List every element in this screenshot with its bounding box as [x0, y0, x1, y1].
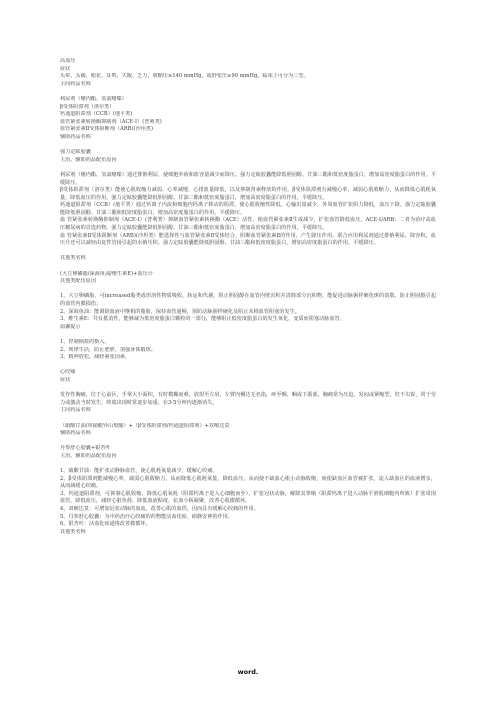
- mechanism-item: 2、β受体阻滞剂能减慢心率，减弱心肌收缩力，从而降低心肌耗氧量，降低血压，从而使不缺血心肌小动脉收缩，而使缺血区血管被扩张，流入缺血区的血液增多，从而减缓心绞痛。: [60, 475, 436, 490]
- aux-drug: 丹参舒心胶囊+银杏叶: [60, 445, 111, 452]
- drug-combination: （硝酸甘油/单硝酸异山梨酯）+（β受体阻滞剂/钙通道阻滞剂）+双嘧达莫: [60, 422, 230, 429]
- drug-item: 钙通道阻滞剂（CCB）(地平类): [60, 111, 133, 118]
- mechanism-item: 1、硝酸甘油：能扩张动静脉血管，使心肌耗氧量减少，缓解心绞痛。: [60, 468, 218, 475]
- drug-item: 血管紧张素转换酶抑制剂（ACE-I）(普利类): [60, 118, 162, 125]
- reason-item: 2、深海鱼油：能调降血液中继相的脂肪，保持血管通畅，预防动脉粥样硬化及阻止末梢血管阻塞的发生。: [60, 308, 300, 315]
- drug-label: 主问药品名称: [60, 407, 91, 414]
- mechanism-paragraph: 利尿剂（噻内酯、氢氯噻嗪）通过排钠利尿，使细胞外液和血容量减少而降压。强力定眩胶囊能降低胆固醇、甘油三酯和低密度脂蛋白，增加高密度脂蛋白的作用。平缓降压。: [60, 171, 436, 186]
- drug-item: β受体阻滞剂（洛尔类）: [60, 103, 115, 110]
- mechanism-paragraph: 血 管紧张素Ⅱ受体阻断剂（ARB)(沙坦类）能选择性与血管紧张素Ⅱ受体结合，阻断血管紧张素Ⅱ的作用，产生降压作用。联合应用利尿剂通过排钠利尿，降容积，血压升还可以减轻由复性管扬引起的水钠压积。强力定眩胶囊能降低胆固醇、甘油三酯和低密度脂蛋白，增加高密度脂蛋白的作用，平缓降压。: [60, 232, 436, 247]
- mechanism-label: 主治、辅助药品配伍原因: [60, 452, 117, 459]
- reason-item: 1、大豆卵磷脂，可increased脂类成形溶性物质吸收，转运和代谢，阻止胆固醇在血管内壁沉积并清除部分沉积物，能促进动脉粥样硬化斑的消散，防止胆固醇引起的血管内膜损伤；: [60, 293, 436, 307]
- mechanism-item: 4、双嘧达莫：可增加冠状动脉的血流，改善心肌的血供，因而具有缓解心绞痛的作用。: [60, 506, 259, 513]
- mechanism-paragraph: 血 管紧张素转换酶抑制剂（ACE-I）(普利类）抑制血管紧张素转换酶（ACE）活性，使血管紧张素Ⅱ生成减少，扩张血管降低血压。ACE-I/ARB：二者为治疗高血压糖尿病的首选药物。强力定眩胶囊能降低胆固醇、甘油三酯和低密度脂蛋白，增加高密度脂蛋白的作用，平缓降压。: [60, 217, 436, 232]
- other-category-label: 其他类名称: [60, 528, 86, 535]
- reason-item: 3、维生素E：共有抵消性，能够减为低密度脂蛋白颗粒的一部分，能够阻止低密度脂蛋白的发生氧化，变质而阻塞动脉血管。: [60, 316, 345, 323]
- document-body: [60, 58, 436, 536]
- mechanism-paragraph: 钙通道阻滞剂（CCB）(地平类）通过钙离子内流和细胞内钙离子移动的阻滞，使心肌收缩性降低，心输出量减少，外周血管扩张阻力降低，血压下降。强力定眩胶囊能降低胆固醇、甘油三酯和低密度脂蛋白，增加高密度脂蛋白的作用，平缓降压。: [60, 202, 436, 216]
- symptom-text: 头晕、头痛、眼花、耳鸣、失眠、乏力。收缩压≥140 mmHg，或舒张压≥90 mmHg。临床上可分为三型。: [60, 73, 309, 80]
- other-category-title: 其他类名称: [60, 255, 86, 262]
- mechanism-paragraph: β受体阻滞剂（洛尔类）能使心肌收缩力减弱、心率减慢，心排血量降低，以及抑制肾素释放的作用。β受体阻滞剂有减慢心率、减弱心肌收缩力、从而降低心肌耗氧量、降低血压的作用。强力定眩胶囊能降低胆固醇、甘油三酯和低密度脂蛋白，增加高密度脂蛋白的作用，平缓降压。: [60, 187, 436, 201]
- aux-drug-label: 辅助药品名称: [60, 430, 91, 437]
- section-title-hypertension: 高血压: [60, 58, 76, 64]
- symptom-label: 症状: [60, 65, 71, 72]
- symptom-text: 发作性胸痛，位于心前区，手掌大小面积，有时模糊而难，放射至左肩、左臂内侧达无名指，疼至咽、咽或下颌部。胸痛常为压迫、发闷或紧缩型，但不尖锐，常于劳力或激动当时发生，终端出现时常逐步加重，在3-5分钟内逐渐消失。: [60, 392, 436, 406]
- drug-item: 血管紧张素Ⅱ受体阻断剂（ARB)(沙坦类): [60, 126, 154, 133]
- other-items-line: (大豆卵磷脂/深海鱼油/维生素E)+血压计: [60, 270, 153, 277]
- other-reason-label: 其他类配伍原因: [60, 278, 97, 285]
- mechanism-item: 3、钙通道阻滞剂，可抑制心肌收缩，降低心肌氧耗（阻滞钙离子进入心细胞而至），扩张冠状动脉，解除其挛缩（阻滞钙离子进入动脉平滑肌细胞内所致）扩张周围血管，降低血压，减轻心脏负荷，降低血液粘度，抗血小板凝聚，改善心肌微循环。: [60, 490, 436, 505]
- symptom-label: 症状: [60, 376, 71, 383]
- aux-drug-label: 辅助药品名称: [60, 133, 91, 140]
- page-footer: word.: [237, 668, 259, 676]
- mechanism-item: 6、银杏叶：活血化瘀通络改善微循环。: [60, 521, 151, 528]
- section-title-angina: 心绞痛: [60, 369, 76, 376]
- drug-item: 利尿剂（噻内酯、氢氯噻嗪）: [60, 95, 127, 102]
- tips-label: 温馨提示: [60, 323, 81, 330]
- mechanism-label: 主治、辅助药品配伍原因: [60, 156, 117, 163]
- aux-drug: 强力定眩胶囊: [60, 149, 91, 156]
- drug-list: [60, 96, 436, 142]
- tip-item: 3、精神放松，减轻紧张因素。: [60, 354, 131, 361]
- drug-label: 主问药品名称: [60, 80, 91, 87]
- tip-item: 2、规律生活，防止肥胖，加强身体锻炼。: [60, 346, 156, 353]
- tip-item: 1、控制钠盐的摄入。: [60, 338, 110, 345]
- mechanism-item: 5、丹参舒心胶囊：为中药治疗心绞痛的药物能活血化瘀，硝静安神的作用。: [60, 513, 234, 520]
